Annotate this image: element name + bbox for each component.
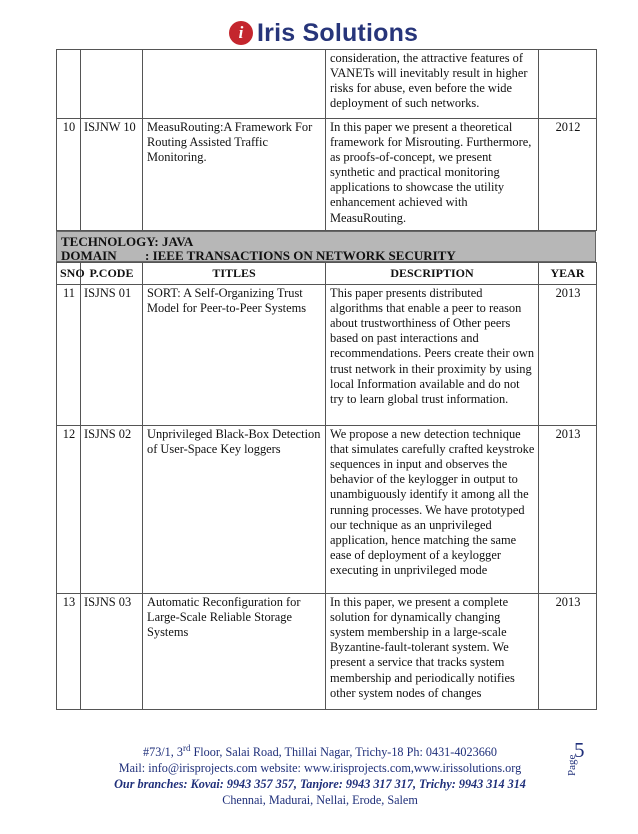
year-cell <box>539 50 597 119</box>
description-cell: This paper presents distributed algorithms that enable a peer to reason about trustworthiness of Other peers based on past interactions and recommendations. Peers create their own trust network in their proximity by using local Information available and do not try to learn global trust information. <box>326 285 539 426</box>
domain-line <box>61 249 591 263</box>
page-label: Page <box>566 754 578 776</box>
sno-cell <box>57 50 81 119</box>
page-number-value: 5 <box>574 738 585 762</box>
year-cell: 2013 <box>539 285 597 426</box>
title-cell: MeasuRouting:A Framework For Routing Assisted Traffic Monitoring. <box>143 119 326 231</box>
domain-value: : IEEE TRANSACTIONS ON NETWORK SECURITY <box>145 248 456 263</box>
title-cell: SORT: A Self-Organizing Trust Model for Peer-to-Peer Systems <box>143 285 326 426</box>
footer-cities: Chennai, Madurai, Nellai, Erode, Salem <box>222 793 418 808</box>
pcode-cell: ISJNS 02 <box>81 426 143 594</box>
pcode-cell: ISJNS 03 <box>81 594 143 710</box>
description-cell: We propose a new detection technique that simulates carefully crafted keystroke sequences in input and observes the behavior of the keylogger in output to unambiguously identify it among all the running processes. We have prototyped our technique as an unprivileged application, hence matching the same ease of deployment of a keylogger executing in unprivileged mode <box>326 426 539 594</box>
brand-name: Iris Solutions <box>257 18 419 47</box>
page-number <box>566 736 596 778</box>
year-cell: 2013 <box>539 594 597 710</box>
header-description: DESCRIPTION <box>326 263 539 285</box>
pcode-cell <box>81 50 143 119</box>
domain-key: DOMAIN <box>61 248 117 263</box>
table-row <box>57 119 597 231</box>
table-row <box>57 285 597 426</box>
table-header-row <box>57 263 597 285</box>
pcode-cell: ISJNW 10 <box>81 119 143 231</box>
pcode-cell: ISJNS 01 <box>81 285 143 426</box>
page-header <box>0 16 638 50</box>
table-row <box>57 50 597 119</box>
description-cell: In this paper we present a theoretical framework for Misrouting. Furthermore, as proofs-of-concept, we present synthetic and practical monitoring applications to showcase the utility enhancement achieved with MeasuRouting. <box>326 119 539 231</box>
header-titles: TITLES <box>143 263 326 285</box>
sno-cell: 12 <box>57 426 81 594</box>
title-cell: Automatic Reconfiguration for Large-Scale Reliable Storage Systems <box>143 594 326 710</box>
description-cell: In this paper, we present a complete solution for dynamically changing system membership in a large-scale Byzantine-fault-tolerant system. We present a service that tracks system membership and periodically notifies other system nodes of changes <box>326 594 539 710</box>
header-pcode: P.CODE <box>81 263 143 285</box>
sno-cell: 11 <box>57 285 81 426</box>
sno-cell: 10 <box>57 119 81 231</box>
brand-logo <box>229 16 418 50</box>
table-row <box>57 594 597 710</box>
technology-label: TECHNOLOGY: JAVA <box>61 234 194 249</box>
year-cell: 2013 <box>539 426 597 594</box>
header-sno: SNO <box>57 263 81 285</box>
description-cell: consideration, the attractive features of VANETs will inevitably result in higher risks for abuse, even before the wide deployment of such networks. <box>326 50 539 119</box>
footer-address: #73/1, 3rd Floor, Salai Road, Thillai Nagar, Trichy-18 Ph: 0431-4023660 <box>143 743 497 760</box>
page-footer <box>100 740 540 808</box>
project-table <box>56 262 597 710</box>
year-cell: 2012 <box>539 119 597 231</box>
footer-mail: Mail: info@irisprojects.com website: www.irisprojects.com,www.irissolutions.org <box>118 761 522 776</box>
header-year: YEAR <box>539 263 597 285</box>
title-cell <box>143 50 326 119</box>
logo-icon: i <box>229 21 253 45</box>
title-cell: Unprivileged Black-Box Detection of User-Space Key loggers <box>143 426 326 594</box>
footer-branches: Our branches: Kovai: 9943 357 357, Tanjore: 9943 317 317, Trichy: 9943 314 314 <box>114 777 526 792</box>
sno-cell: 13 <box>57 594 81 710</box>
project-table-continued <box>56 49 597 231</box>
section-band <box>56 231 596 262</box>
table-row <box>57 426 597 594</box>
